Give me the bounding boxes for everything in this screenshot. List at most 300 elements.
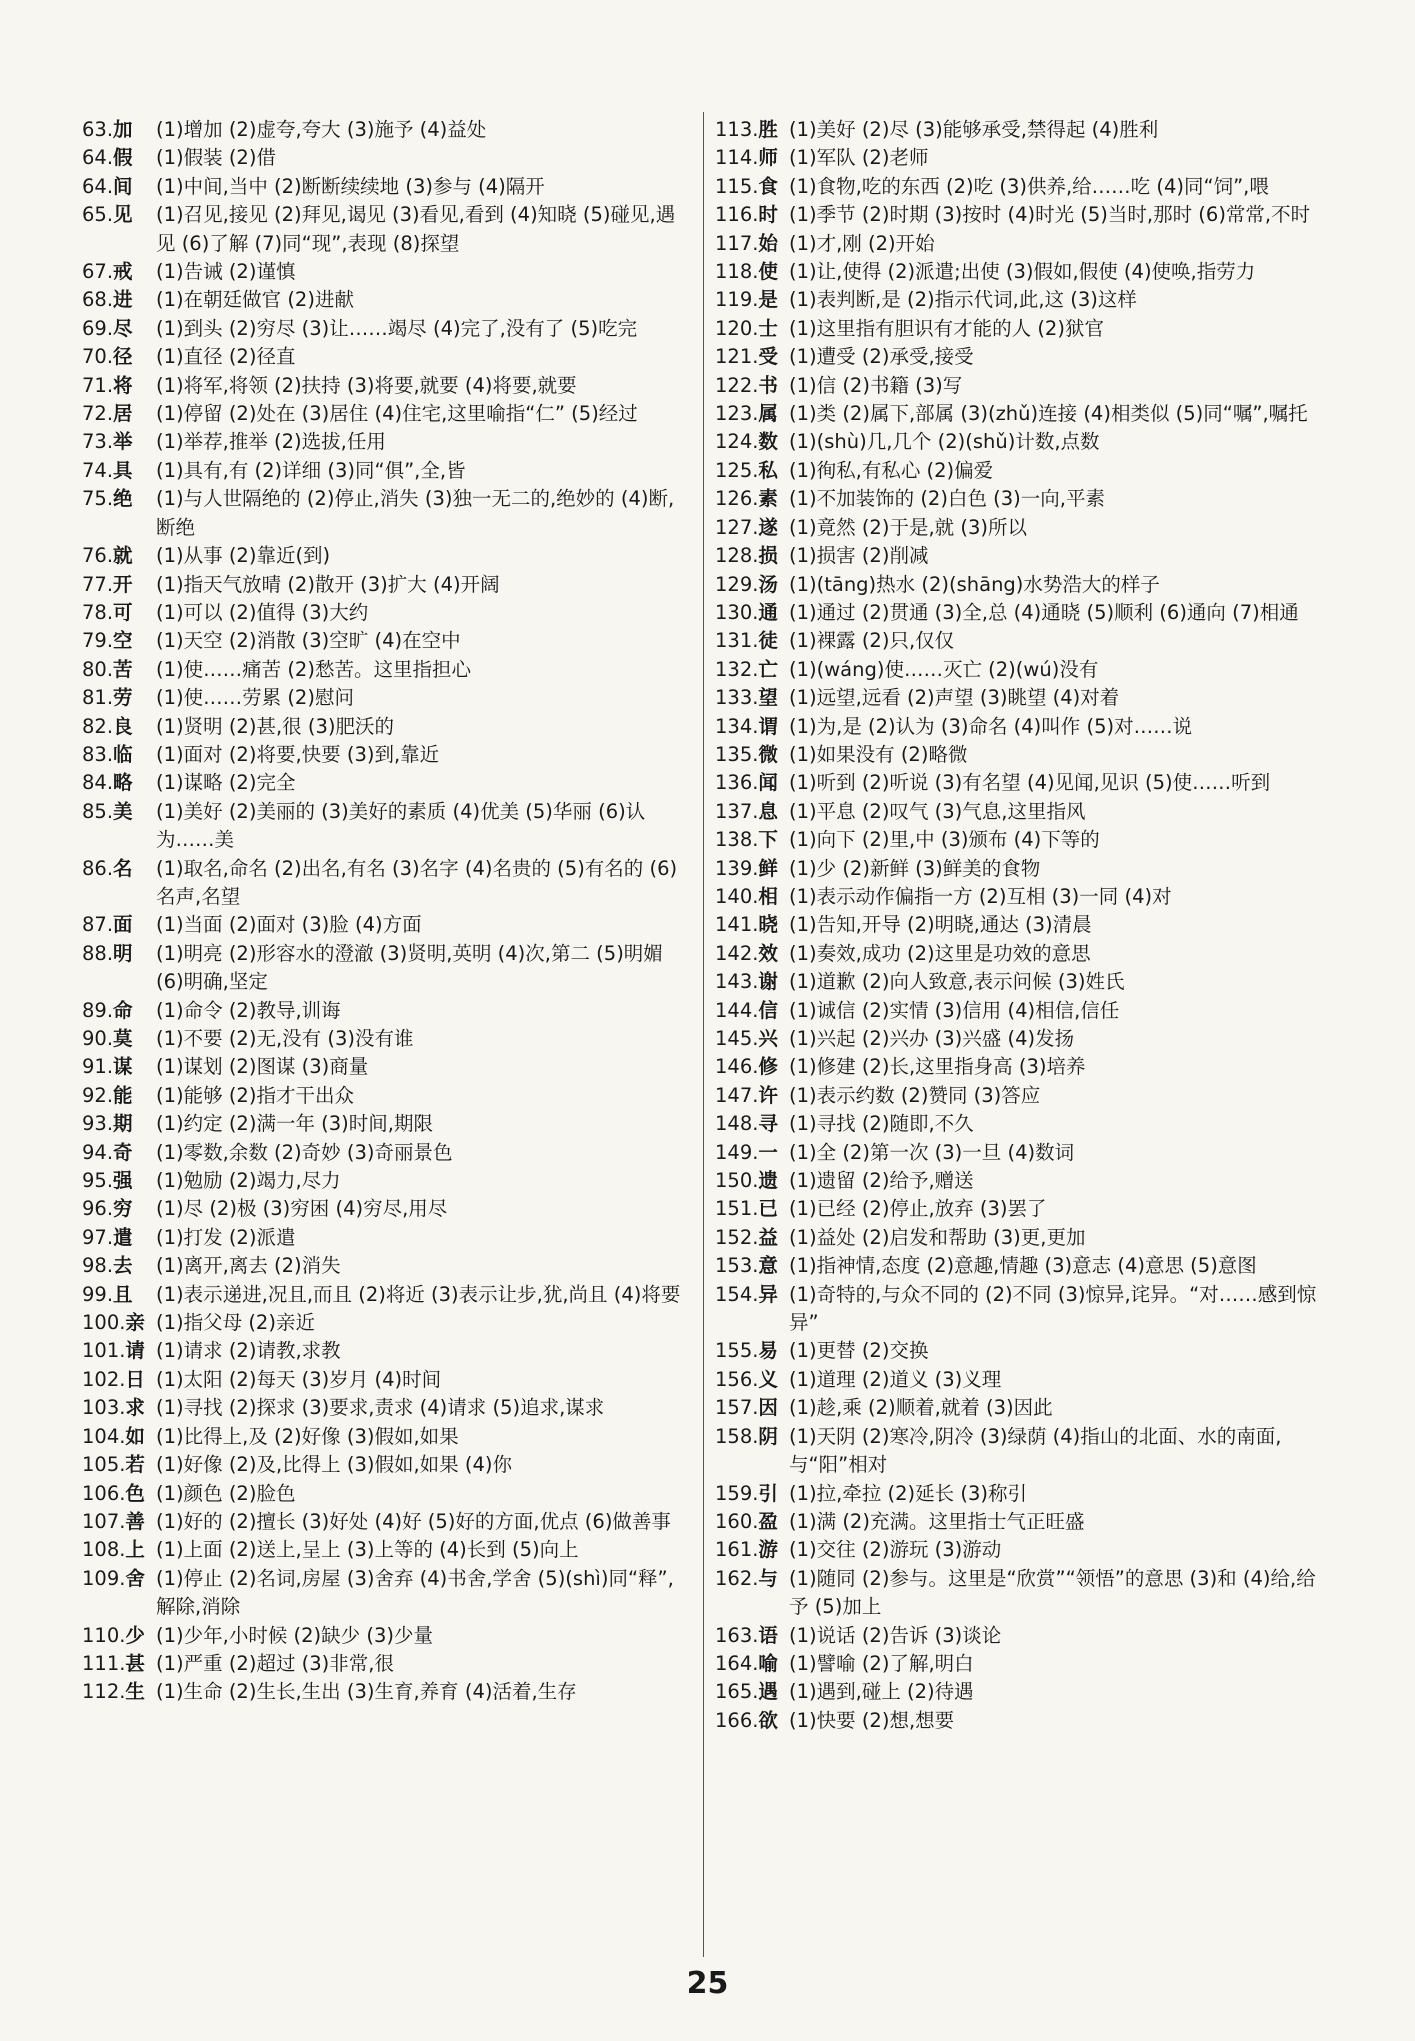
entry-definition: (1)使……痛苦 (2)愁苦。这里指担心 <box>156 657 471 681</box>
entry-headword <box>715 741 789 769</box>
entry-number: 70. <box>82 345 114 369</box>
entry-definition: (1)天阴 (2)寒冷,阴冷 (3)绿荫 (4)指山的北面、水的南面,与“阳”相对 <box>789 1424 1282 1477</box>
entry-headword <box>715 883 789 911</box>
entry-number: 105. <box>82 1453 126 1477</box>
dictionary-entry <box>82 997 692 1025</box>
entry-headword <box>715 1480 789 1508</box>
entry-character: 日 <box>125 1367 145 1391</box>
entry-number: 140. <box>715 884 759 908</box>
dictionary-entry <box>715 1337 1325 1365</box>
entry-number: 88. <box>82 941 114 965</box>
entry-headword <box>82 1224 156 1252</box>
entry-number: 67. <box>82 260 114 284</box>
entry-headword <box>82 798 156 826</box>
entry-headword <box>82 428 156 456</box>
entry-definition: (1)取名,命名 (2)出名,有名 (3)名字 (4)名贵的 (5)有名的 (6)名声,名望 <box>156 856 678 908</box>
dictionary-entry <box>715 457 1325 485</box>
dictionary-entry <box>715 1508 1325 1536</box>
dictionary-entry <box>82 1565 692 1622</box>
entry-definition: (1)指神情,态度 (2)意趣,情趣 (3)意志 (4)意思 (5)意图 <box>789 1254 1257 1278</box>
dictionary-entry <box>82 1508 692 1536</box>
entry-headword <box>82 1252 156 1280</box>
entry-headword <box>715 997 789 1025</box>
entry-definition: (1)假装 (2)借 <box>156 146 276 170</box>
entry-definition: (1)天空 (2)消散 (3)空旷 (4)在空中 <box>156 629 461 653</box>
entry-character: 甚 <box>125 1651 145 1675</box>
entry-character: 加 <box>113 118 133 141</box>
entry-number: 102. <box>82 1367 126 1391</box>
entry-number: 80. <box>82 657 114 681</box>
dictionary-entry <box>82 116 692 144</box>
entry-number: 128. <box>715 544 759 568</box>
entry-headword <box>82 1536 156 1564</box>
entry-number: 142. <box>715 941 759 965</box>
dictionary-entry <box>82 1309 692 1337</box>
entry-definition: (1)停留 (2)处在 (3)居住 (4)住宅,这里喻指“仁” (5)经过 <box>156 402 638 426</box>
entry-definition: (1)颜色 (2)脸色 <box>156 1481 296 1505</box>
right-column <box>715 116 1325 1735</box>
entry-number: 87. <box>82 913 114 937</box>
entry-character: 语 <box>758 1623 778 1647</box>
entry-number: 84. <box>82 771 114 795</box>
entry-character: 异 <box>758 1282 778 1306</box>
entry-character: 且 <box>113 1282 133 1306</box>
dictionary-entry <box>715 855 1325 883</box>
dictionary-entry <box>715 514 1325 542</box>
entry-number: 152. <box>715 1225 759 1249</box>
dictionary-entry <box>715 883 1325 911</box>
entry-definition: (1)全 (2)第一次 (3)一旦 (4)数词 <box>789 1140 1075 1164</box>
dictionary-entry <box>715 428 1325 456</box>
entry-headword <box>82 1053 156 1081</box>
dictionary-entry <box>82 741 692 769</box>
entry-number: 91. <box>82 1055 114 1079</box>
entry-definition: (1)趁,乘 (2)顺着,就着 (3)因此 <box>789 1396 1053 1420</box>
entry-definition: (1)太阳 (2)每天 (3)岁月 (4)时间 <box>156 1367 442 1391</box>
dictionary-entry <box>715 713 1325 741</box>
dictionary-entry <box>82 1480 692 1508</box>
entry-number: 141. <box>715 913 759 937</box>
entry-number: 97. <box>82 1225 114 1249</box>
entry-headword <box>82 144 156 172</box>
entry-definition: (1)军队 (2)老师 <box>789 146 929 170</box>
entry-headword <box>715 400 789 428</box>
dictionary-entry <box>82 911 692 939</box>
entry-definition: (1)遗留 (2)给予,赠送 <box>789 1169 974 1193</box>
entry-character: 与 <box>758 1566 778 1590</box>
entry-headword <box>715 428 789 456</box>
entry-character: 修 <box>758 1055 778 1079</box>
page-number: 25 <box>686 1966 729 2001</box>
entry-headword <box>715 1082 789 1110</box>
entry-headword <box>82 1110 156 1138</box>
entry-definition: (1)裸露 (2)只,仅仅 <box>789 629 955 653</box>
entry-number: 101. <box>82 1339 126 1363</box>
dictionary-entry <box>715 1224 1325 1252</box>
entry-number: 72. <box>82 402 114 426</box>
entry-headword <box>82 1082 156 1110</box>
entry-character: 上 <box>125 1538 145 1562</box>
entry-character: 苦 <box>113 657 133 681</box>
entry-definition: (1)尽 (2)极 (3)穷困 (4)穷尽,用尽 <box>156 1197 448 1221</box>
entry-definition: (1)随同 (2)参与。这里是“欣赏”“领悟”的意思 (3)和 (4)给,给予 (5)加上 <box>789 1566 1316 1619</box>
entry-definition: (1)比得上,及 (2)好像 (3)假如,如果 <box>156 1424 459 1448</box>
dictionary-entry <box>715 201 1325 229</box>
entry-character: 欲 <box>758 1708 778 1732</box>
entry-definition: (1)打发 (2)派遣 <box>156 1225 296 1249</box>
dictionary-entry <box>715 1252 1325 1280</box>
entry-headword <box>715 343 789 371</box>
entry-number: 153. <box>715 1254 759 1278</box>
entry-character: 遇 <box>758 1680 778 1704</box>
dictionary-entry <box>82 1366 692 1394</box>
entry-definition: (1)向下 (2)里,中 (3)颁布 (4)下等的 <box>789 828 1100 852</box>
entry-number: 95. <box>82 1169 114 1193</box>
entry-character: 汤 <box>758 572 778 596</box>
entry-character: 良 <box>113 714 133 738</box>
entry-character: 略 <box>113 771 133 795</box>
entry-character: 胜 <box>758 118 778 141</box>
entry-character: 微 <box>758 742 778 766</box>
entry-headword <box>82 940 156 968</box>
entry-headword <box>715 1337 789 1365</box>
dictionary-entry <box>715 1423 1325 1480</box>
dictionary-entry <box>82 713 692 741</box>
entry-number: 77. <box>82 572 114 596</box>
entry-character: 素 <box>758 487 778 511</box>
entry-number: 122. <box>715 373 759 397</box>
dictionary-entry <box>82 1451 692 1479</box>
entry-character: 喻 <box>758 1651 778 1675</box>
entry-headword <box>715 826 789 854</box>
dictionary-entry <box>715 343 1325 371</box>
dictionary-entry <box>715 741 1325 769</box>
dictionary-entry <box>82 343 692 371</box>
dictionary-entry <box>715 997 1325 1025</box>
entry-definition: (1)快要 (2)想,想要 <box>789 1708 955 1732</box>
entry-headword <box>715 1366 789 1394</box>
dictionary-entry <box>715 1167 1325 1195</box>
entry-definition: (1)听到 (2)听说 (3)有名望 (4)见闻,见识 (5)使……听到 <box>789 771 1271 795</box>
entry-character: 是 <box>758 288 778 312</box>
entry-character: 师 <box>758 146 778 170</box>
entry-definition: (1)让,使得 (2)派遣;出使 (3)假如,假使 (4)使唤,指劳力 <box>789 260 1256 284</box>
entry-character: 能 <box>113 1083 133 1107</box>
entry-headword <box>82 1195 156 1223</box>
entry-headword <box>715 230 789 258</box>
entry-character: 戒 <box>113 260 133 284</box>
entry-headword <box>715 485 789 513</box>
entry-character: 莫 <box>113 1027 133 1050</box>
entry-number: 166. <box>715 1708 759 1732</box>
entry-number: 158. <box>715 1424 759 1448</box>
entry-headword <box>715 201 789 229</box>
dictionary-entry <box>715 656 1325 684</box>
dictionary-entry <box>82 1252 692 1280</box>
dictionary-entry <box>715 1650 1325 1678</box>
entry-definition: (1)谋划 (2)图谋 (3)商量 <box>156 1055 369 1079</box>
entry-definition: (1)季节 (2)时期 (3)按时 (4)时光 (5)当时,那时 (6)常常,不时 <box>789 203 1311 227</box>
entry-definition: (1)已经 (2)停止,放弃 (3)罢了 <box>789 1197 1047 1221</box>
entry-definition: (1)好像 (2)及,比得上 (3)假如,如果 (4)你 <box>156 1453 512 1477</box>
entry-headword <box>82 1139 156 1167</box>
entry-character: 阴 <box>758 1424 778 1448</box>
dictionary-entry <box>715 769 1325 797</box>
entry-definition: (1)增加 (2)虚夸,夸大 (3)施予 (4)益处 <box>156 118 487 141</box>
entry-character: 引 <box>758 1481 778 1505</box>
entry-definition: (1)上面 (2)送上,呈上 (3)上等的 (4)长到 (5)向上 <box>156 1538 579 1562</box>
entry-number: 162. <box>715 1566 759 1590</box>
entry-number: 92. <box>82 1083 114 1107</box>
dictionary-entry <box>715 1366 1325 1394</box>
entry-character: 已 <box>758 1197 778 1221</box>
entry-character: 盈 <box>758 1509 778 1533</box>
dictionary-entry <box>715 684 1325 712</box>
dictionary-entry <box>715 1622 1325 1650</box>
dictionary-entry <box>82 656 692 684</box>
entry-character: 善 <box>125 1509 145 1533</box>
entry-number: 116. <box>715 203 759 227</box>
entry-character: 遂 <box>758 515 778 539</box>
entry-number: 130. <box>715 600 759 624</box>
dictionary-entry <box>715 627 1325 655</box>
dictionary-entry <box>82 769 692 797</box>
dictionary-entry <box>715 286 1325 314</box>
entry-number: 125. <box>715 458 759 482</box>
entry-number: 160. <box>715 1509 759 1533</box>
entry-number: 164. <box>715 1651 759 1675</box>
dictionary-entry <box>82 1650 692 1678</box>
entry-headword <box>715 769 789 797</box>
dictionary-entry <box>715 1678 1325 1706</box>
entry-definition: (1)奏效,成功 (2)这里是功效的意思 <box>789 941 1091 965</box>
entry-number: 68. <box>82 288 114 312</box>
entry-definition: (1)益处 (2)启发和帮助 (3)更,更加 <box>789 1225 1086 1249</box>
entry-number: 119. <box>715 288 759 312</box>
dictionary-entry <box>82 1139 692 1167</box>
entry-headword <box>82 656 156 684</box>
dictionary-entry <box>82 1622 692 1650</box>
dictionary-entry <box>82 571 692 599</box>
entry-character: 通 <box>758 600 778 624</box>
entry-headword <box>82 741 156 769</box>
entry-headword <box>715 1508 789 1536</box>
entry-number: 106. <box>82 1481 126 1505</box>
dictionary-entry <box>715 1110 1325 1138</box>
entry-character: 鲜 <box>758 856 778 880</box>
entry-headword <box>715 940 789 968</box>
entry-headword <box>82 713 156 741</box>
dictionary-entry <box>82 372 692 400</box>
entry-headword <box>82 997 156 1025</box>
entry-character: 如 <box>125 1424 145 1448</box>
entry-number: 137. <box>715 799 759 823</box>
entry-definition: (1)通过 (2)贯通 (3)全,总 (4)通晓 (5)顺利 (6)通向 (7)相通 <box>789 600 1299 624</box>
dictionary-entry <box>715 1565 1325 1622</box>
dictionary-entry <box>715 485 1325 513</box>
entry-definition: (1)遇到,碰上 (2)待遇 <box>789 1680 974 1704</box>
entry-character: 色 <box>125 1481 145 1505</box>
entry-headword <box>715 1622 789 1650</box>
entry-headword <box>82 173 156 201</box>
entry-definition: (1)交往 (2)游玩 (3)游动 <box>789 1538 1002 1562</box>
entry-character: 求 <box>125 1396 145 1420</box>
dictionary-entry <box>715 1707 1325 1735</box>
dictionary-entry <box>82 485 692 542</box>
entry-headword <box>715 1565 789 1593</box>
entry-definition: (1)能够 (2)指才干出众 <box>156 1083 354 1107</box>
entry-character: 径 <box>113 345 133 369</box>
entry-headword <box>715 1423 789 1451</box>
entry-definition: (1)可以 (2)值得 (3)大约 <box>156 600 369 624</box>
entry-character: 若 <box>125 1453 145 1477</box>
entry-number: 112. <box>82 1680 126 1704</box>
entry-headword <box>715 599 789 627</box>
dictionary-entry <box>82 855 692 912</box>
entry-definition: (1)约定 (2)满一年 (3)时间,期限 <box>156 1112 433 1136</box>
entry-number: 78. <box>82 600 114 624</box>
entry-character: 始 <box>758 231 778 255</box>
dictionary-entry <box>715 372 1325 400</box>
entry-character: 强 <box>113 1169 133 1193</box>
entry-definition: (1)遭受 (2)承受,接受 <box>789 345 974 369</box>
entry-definition: (1)表判断,是 (2)指示代词,此,这 (3)这样 <box>789 288 1137 312</box>
entry-number: 110. <box>82 1623 126 1647</box>
dictionary-entry <box>715 116 1325 144</box>
entry-character: 谢 <box>758 970 778 994</box>
entry-character: 明 <box>113 941 133 965</box>
entry-headword <box>82 769 156 797</box>
entry-headword <box>82 116 156 144</box>
entry-definition: (1)道歉 (2)向人致意,表示问候 (3)姓氏 <box>789 970 1125 994</box>
entry-character: 空 <box>113 629 133 653</box>
entry-definition: (1)严重 (2)超过 (3)非常,很 <box>156 1651 394 1675</box>
dictionary-entry <box>715 968 1325 996</box>
entry-headword <box>715 1110 789 1138</box>
dictionary-entry <box>715 1281 1325 1338</box>
entry-definition: (1)竟然 (2)于是,就 (3)所以 <box>789 515 1027 539</box>
entry-headword <box>715 1707 789 1735</box>
dictionary-entry <box>715 826 1325 854</box>
entry-definition: (1)道理 (2)道义 (3)义理 <box>789 1367 1002 1391</box>
entry-definition: (1)零数,余数 (2)奇妙 (3)奇丽景色 <box>156 1140 453 1164</box>
entry-headword <box>82 400 156 428</box>
entry-character: 闻 <box>758 771 778 795</box>
entry-headword <box>82 286 156 314</box>
entry-character: 美 <box>113 799 133 823</box>
entry-definition: (1)寻找 (2)探求 (3)要求,责求 (4)请求 (5)追求,谋求 <box>156 1396 605 1420</box>
entry-headword <box>82 1281 156 1309</box>
entry-headword <box>82 1650 156 1678</box>
entry-definition: (1)徇私,有私心 (2)偏爱 <box>789 458 994 482</box>
entry-number: 129. <box>715 572 759 596</box>
entry-number: 100. <box>82 1311 126 1335</box>
entry-definition: (1)面对 (2)将要,快要 (3)到,靠近 <box>156 742 440 766</box>
dictionary-entry <box>82 627 692 655</box>
entry-headword <box>715 1053 789 1081</box>
entry-character: 间 <box>113 174 133 198</box>
entry-headword <box>82 1394 156 1422</box>
entry-definition: (1)中间,当中 (2)断断续续地 (3)参与 (4)隔开 <box>156 174 545 198</box>
entry-definition: (1)信 (2)书籍 (3)写 <box>789 373 963 397</box>
dictionary-entry <box>82 1337 692 1365</box>
entry-definition: (1)才,刚 (2)开始 <box>789 231 935 255</box>
dictionary-entry <box>715 400 1325 428</box>
entry-number: 165. <box>715 1680 759 1704</box>
entry-character: 数 <box>758 430 778 454</box>
entry-headword <box>715 798 789 826</box>
entry-number: 155. <box>715 1339 759 1363</box>
entry-headword <box>82 1309 156 1337</box>
entry-character: 奇 <box>113 1140 133 1164</box>
dictionary-entry <box>82 542 692 570</box>
entry-number: 83. <box>82 742 114 766</box>
column-divider <box>703 112 704 1957</box>
entry-number: 117. <box>715 231 759 255</box>
entry-headword <box>82 1565 156 1593</box>
dictionary-entry <box>715 1139 1325 1167</box>
entry-headword <box>82 372 156 400</box>
entry-character: 举 <box>113 430 133 454</box>
entry-character: 下 <box>758 828 778 852</box>
entry-headword <box>715 258 789 286</box>
entry-definition: (1)兴起 (2)兴办 (3)兴盛 (4)发扬 <box>789 1027 1075 1050</box>
dictionary-entry <box>82 457 692 485</box>
entry-number: 134. <box>715 714 759 738</box>
entry-definition: (1)修建 (2)长,这里指身高 (3)培养 <box>789 1055 1086 1079</box>
dictionary-entry <box>715 315 1325 343</box>
entry-character: 谋 <box>113 1055 133 1079</box>
entry-definition: (1)将军,将领 (2)扶持 (3)将要,就要 (4)将要,就要 <box>156 373 577 397</box>
entry-number: 121. <box>715 345 759 369</box>
entry-definition: (1)明亮 (2)形容水的澄澈 (3)贤明,英明 (4)次,第二 (5)明媚 (6)明确,坚定 <box>156 941 663 994</box>
dictionary-entry <box>715 1082 1325 1110</box>
entry-number: 151. <box>715 1197 759 1221</box>
entry-headword <box>715 713 789 741</box>
entry-definition: (1)命令 (2)教导,训诲 <box>156 998 341 1022</box>
dictionary-entry <box>82 1082 692 1110</box>
entry-character: 谓 <box>758 714 778 738</box>
entry-character: 私 <box>758 458 778 482</box>
dictionary-entry <box>82 1224 692 1252</box>
dictionary-entry <box>82 258 692 286</box>
entry-headword <box>715 286 789 314</box>
entry-definition: (1)少年,小时候 (2)缺少 (3)少量 <box>156 1623 433 1647</box>
entry-number: 148. <box>715 1112 759 1136</box>
entry-number: 120. <box>715 316 759 340</box>
dictionary-entry <box>82 684 692 712</box>
entry-number: 144. <box>715 998 759 1022</box>
entry-character: 息 <box>758 799 778 823</box>
entry-character: 时 <box>758 203 778 227</box>
entry-character: 损 <box>758 544 778 568</box>
entry-number: 104. <box>82 1424 126 1448</box>
entry-headword <box>82 571 156 599</box>
entry-definition: (1)从事 (2)靠近(到) <box>156 544 331 568</box>
dictionary-entry <box>715 542 1325 570</box>
entry-headword <box>715 627 789 655</box>
dictionary-entry <box>82 286 692 314</box>
entry-character: 易 <box>758 1339 778 1363</box>
entry-number: 146. <box>715 1055 759 1079</box>
entry-headword <box>715 571 789 599</box>
entry-number: 64. <box>82 146 114 170</box>
entry-definition: (1)到头 (2)穷尽 (3)让……竭尽 (4)完了,没有了 (5)吃完 <box>156 316 638 340</box>
entry-headword <box>82 1366 156 1394</box>
entry-definition: (1)食物,吃的东西 (2)吃 (3)供养,给……吃 (4)同“饲”,喂 <box>789 174 1269 198</box>
entry-character: 意 <box>758 1254 778 1278</box>
entry-definition: (1)告诫 (2)谨慎 <box>156 260 296 284</box>
